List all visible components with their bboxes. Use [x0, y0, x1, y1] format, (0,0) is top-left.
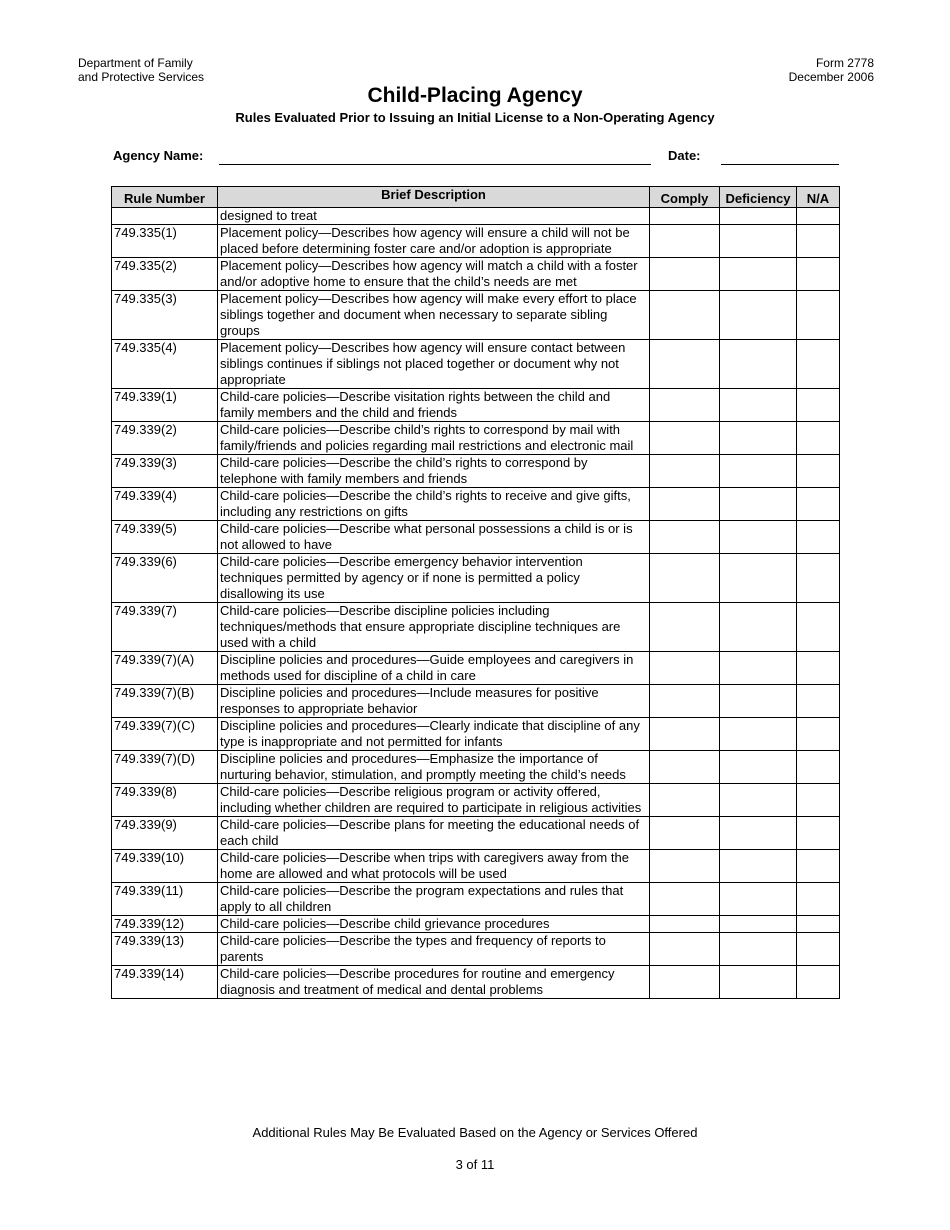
- table-row: [112, 225, 840, 258]
- table-row: [112, 291, 840, 340]
- table-row: [112, 718, 840, 751]
- description-cell: Child-care policies—Describe the child’s rights to correspond by telephone with family members and friends: [218, 455, 650, 488]
- deficiency-checkbox-cell[interactable]: [720, 916, 797, 933]
- na-checkbox-cell[interactable]: [797, 916, 840, 933]
- rule-number-cell: 749.335(1): [112, 225, 218, 258]
- deficiency-checkbox-cell[interactable]: [720, 883, 797, 916]
- rule-number-cell: 749.339(7)(C): [112, 718, 218, 751]
- deficiency-checkbox-cell[interactable]: [720, 718, 797, 751]
- comply-checkbox-cell[interactable]: [650, 933, 720, 966]
- comply-checkbox-cell[interactable]: [650, 685, 720, 718]
- description-cell: Placement policy—Describes how agency will match a child with a foster and/or adoptive home to ensure that the child’s needs are met: [218, 258, 650, 291]
- page-number: 3 of 11: [455, 1157, 495, 1172]
- deficiency-checkbox-cell[interactable]: [720, 685, 797, 718]
- deficiency-checkbox-cell[interactable]: [720, 208, 797, 225]
- department-header: [78, 56, 204, 84]
- table-row: [112, 784, 840, 817]
- comply-checkbox-cell[interactable]: [650, 966, 720, 999]
- deficiency-checkbox-cell[interactable]: [720, 966, 797, 999]
- table-row: [112, 389, 840, 422]
- comply-checkbox-cell[interactable]: [650, 389, 720, 422]
- agency-name-field[interactable]: [219, 164, 651, 165]
- table-row: [112, 340, 840, 389]
- description-cell: Placement policy—Describes how agency will make every effort to place siblings together and document when necessary to separate sibling groups: [218, 291, 650, 340]
- deficiency-checkbox-cell[interactable]: [720, 554, 797, 603]
- description-cell: Child-care policies—Describe plans for meeting the educational needs of each child: [218, 817, 650, 850]
- comply-checkbox-cell[interactable]: [650, 455, 720, 488]
- comply-checkbox-cell[interactable]: [650, 258, 720, 291]
- na-checkbox-cell[interactable]: [797, 554, 840, 603]
- deficiency-checkbox-cell[interactable]: [720, 751, 797, 784]
- deficiency-checkbox-cell[interactable]: [720, 422, 797, 455]
- deficiency-checkbox-cell[interactable]: [720, 488, 797, 521]
- comply-checkbox-cell[interactable]: [650, 751, 720, 784]
- agency-name-label: Agency Name:: [113, 148, 204, 163]
- na-checkbox-cell[interactable]: [797, 751, 840, 784]
- na-checkbox-cell[interactable]: [797, 208, 840, 225]
- deficiency-checkbox-cell[interactable]: [720, 455, 797, 488]
- rule-number-cell: 749.339(4): [112, 488, 218, 521]
- deficiency-checkbox-cell[interactable]: [720, 291, 797, 340]
- rule-number-cell: 749.339(12): [112, 916, 218, 933]
- table-header-row: [112, 187, 840, 208]
- comply-checkbox-cell[interactable]: [650, 916, 720, 933]
- description-cell: Discipline policies and procedures—Emphasize the importance of nurturing behavior, stimulation, and promptly meeting the child’s needs: [218, 751, 650, 784]
- description-cell: Child-care policies—Describe the types and frequency of reports to parents: [218, 933, 650, 966]
- description-cell: Discipline policies and procedures—Include measures for positive responses to appropriate behavior: [218, 685, 650, 718]
- description-cell: Child-care policies—Describe the child’s rights to receive and give gifts, including any restrictions on gifts: [218, 488, 650, 521]
- na-checkbox-cell[interactable]: [797, 652, 840, 685]
- deficiency-checkbox-cell[interactable]: [720, 340, 797, 389]
- na-checkbox-cell[interactable]: [797, 966, 840, 999]
- comply-checkbox-cell[interactable]: [650, 817, 720, 850]
- na-checkbox-cell[interactable]: [797, 291, 840, 340]
- comply-checkbox-cell[interactable]: [650, 291, 720, 340]
- description-cell: Child-care policies—Describe the program expectations and rules that apply to all children: [218, 883, 650, 916]
- description-cell: Discipline policies and procedures—Guide employees and caregivers in methods used for discipline of a child in care: [218, 652, 650, 685]
- comply-checkbox-cell[interactable]: [650, 718, 720, 751]
- na-checkbox-cell[interactable]: [797, 455, 840, 488]
- rule-number-cell: 749.339(11): [112, 883, 218, 916]
- na-checkbox-cell[interactable]: [797, 521, 840, 554]
- rule-number-cell: 749.339(14): [112, 966, 218, 999]
- rule-number-cell: 749.339(7)(B): [112, 685, 218, 718]
- na-checkbox-cell[interactable]: [797, 603, 840, 652]
- table-row: [112, 817, 840, 850]
- table-row: [112, 916, 840, 933]
- table-row: [112, 488, 840, 521]
- description-cell: Child-care policies—Describe what personal possessions a child is or is not allowed to have: [218, 521, 650, 554]
- date-field[interactable]: [721, 164, 839, 165]
- description-cell: Child-care policies—Describe discipline policies including techniques/methods that ensure appropriate discipline techniques are used with a child: [218, 603, 650, 652]
- description-cell: Placement policy—Describes how agency will ensure contact between siblings continues if siblings not placed together or document why not appropriate: [218, 340, 650, 389]
- comply-checkbox-cell[interactable]: [650, 652, 720, 685]
- comply-checkbox-cell[interactable]: [650, 521, 720, 554]
- page-subtitle: Rules Evaluated Prior to Issuing an Initial License to a Non-Operating Agency: [235, 110, 715, 125]
- form-date: December 2006: [788, 70, 874, 84]
- deficiency-checkbox-cell[interactable]: [720, 389, 797, 422]
- page-title: Child-Placing Agency: [367, 84, 583, 107]
- table-row: [112, 208, 840, 225]
- rule-number-cell: 749.339(3): [112, 455, 218, 488]
- table-row: [112, 850, 840, 883]
- comply-checkbox-cell[interactable]: [650, 883, 720, 916]
- rule-number-cell: 749.339(10): [112, 850, 218, 883]
- form-number: Form 2778: [815, 56, 874, 70]
- na-checkbox-cell[interactable]: [797, 784, 840, 817]
- description-cell: Child-care policies—Describe child grievance procedures: [218, 916, 650, 933]
- comply-checkbox-cell[interactable]: [650, 422, 720, 455]
- na-checkbox-cell[interactable]: [797, 389, 840, 422]
- rules-table-body: [112, 208, 840, 999]
- deficiency-checkbox-cell[interactable]: [720, 521, 797, 554]
- na-checkbox-cell[interactable]: [797, 685, 840, 718]
- rule-number-cell: 749.339(5): [112, 521, 218, 554]
- column-header-deficiency: Deficiency: [720, 187, 797, 208]
- comply-checkbox-cell[interactable]: [650, 850, 720, 883]
- department-line-2: and Protective Services: [78, 70, 205, 84]
- table-row: [112, 966, 840, 999]
- rule-number-cell: 749.339(7)(A): [112, 652, 218, 685]
- table-row: [112, 603, 840, 652]
- na-checkbox-cell[interactable]: [797, 340, 840, 389]
- rule-number-cell: 749.339(2): [112, 422, 218, 455]
- description-cell: Placement policy—Describes how agency will ensure a child will not be placed before determining foster care and/or adoption is appropriate: [218, 225, 650, 258]
- description-cell: designed to treat: [218, 208, 650, 225]
- comply-checkbox-cell[interactable]: [650, 603, 720, 652]
- description-cell: Child-care policies—Describe emergency behavior intervention techniques permitted by agency or if none is permitted a policy disallowing its use: [218, 554, 650, 603]
- na-checkbox-cell[interactable]: [797, 933, 840, 966]
- description-cell: Child-care policies—Describe religious program or activity offered, including whether children are required to participate in religious activities: [218, 784, 650, 817]
- table-row: [112, 258, 840, 291]
- na-checkbox-cell[interactable]: [797, 488, 840, 521]
- table-row: [112, 521, 840, 554]
- table-row: [112, 455, 840, 488]
- na-checkbox-cell[interactable]: [797, 422, 840, 455]
- deficiency-checkbox-cell[interactable]: [720, 817, 797, 850]
- column-header-na: N/A: [797, 187, 840, 208]
- comply-checkbox-cell[interactable]: [650, 225, 720, 258]
- rule-number-cell: 749.339(7): [112, 603, 218, 652]
- deficiency-checkbox-cell[interactable]: [720, 784, 797, 817]
- rule-number-cell: [112, 208, 218, 225]
- na-checkbox-cell[interactable]: [797, 258, 840, 291]
- na-checkbox-cell[interactable]: [797, 817, 840, 850]
- table-row: [112, 883, 840, 916]
- rules-table: [111, 186, 840, 999]
- date-label: Date:: [668, 148, 701, 163]
- deficiency-checkbox-cell[interactable]: [720, 603, 797, 652]
- description-cell: Child-care policies—Describe child’s rights to correspond by mail with family/friends and policies regarding mail restrictions and electronic mail: [218, 422, 650, 455]
- rule-number-cell: 749.339(1): [112, 389, 218, 422]
- na-checkbox-cell[interactable]: [797, 883, 840, 916]
- rule-number-cell: 749.335(4): [112, 340, 218, 389]
- table-row: [112, 685, 840, 718]
- rule-number-cell: 749.335(3): [112, 291, 218, 340]
- deficiency-checkbox-cell[interactable]: [720, 850, 797, 883]
- description-cell: Child-care policies—Describe procedures for routine and emergency diagnosis and treatment of medical and dental problems: [218, 966, 650, 999]
- comply-checkbox-cell[interactable]: [650, 208, 720, 225]
- description-cell: Discipline policies and procedures—Clearly indicate that discipline of any type is inappropriate and not permitted for infants: [218, 718, 650, 751]
- column-header-comply: Comply: [650, 187, 720, 208]
- na-checkbox-cell[interactable]: [797, 850, 840, 883]
- column-header-brief-description: Brief Description: [218, 187, 650, 208]
- rule-number-cell: 749.339(6): [112, 554, 218, 603]
- na-checkbox-cell[interactable]: [797, 225, 840, 258]
- table-row: [112, 933, 840, 966]
- deficiency-checkbox-cell[interactable]: [720, 225, 797, 258]
- rule-number-cell: 749.339(7)(D): [112, 751, 218, 784]
- table-row: [112, 422, 840, 455]
- footer-note: Additional Rules May Be Evaluated Based on the Agency or Services Offered: [252, 1125, 698, 1140]
- rule-number-cell: 749.339(8): [112, 784, 218, 817]
- rule-number-cell: 749.335(2): [112, 258, 218, 291]
- department-line-1: Department of Family: [78, 56, 193, 70]
- deficiency-checkbox-cell[interactable]: [720, 258, 797, 291]
- table-row: [112, 751, 840, 784]
- deficiency-checkbox-cell[interactable]: [720, 933, 797, 966]
- comply-checkbox-cell[interactable]: [650, 554, 720, 603]
- description-cell: Child-care policies—Describe when trips with caregivers away from the home are allowed and what protocols will be used: [218, 850, 650, 883]
- description-cell: Child-care policies—Describe visitation rights between the child and family members and the child and friends: [218, 389, 650, 422]
- table-row: [112, 652, 840, 685]
- deficiency-checkbox-cell[interactable]: [720, 652, 797, 685]
- column-header-rule-number: Rule Number: [112, 187, 218, 208]
- rule-number-cell: 749.339(13): [112, 933, 218, 966]
- comply-checkbox-cell[interactable]: [650, 784, 720, 817]
- table-row: [112, 554, 840, 603]
- form-header: [789, 56, 874, 84]
- na-checkbox-cell[interactable]: [797, 718, 840, 751]
- rule-number-cell: 749.339(9): [112, 817, 218, 850]
- comply-checkbox-cell[interactable]: [650, 488, 720, 521]
- comply-checkbox-cell[interactable]: [650, 340, 720, 389]
